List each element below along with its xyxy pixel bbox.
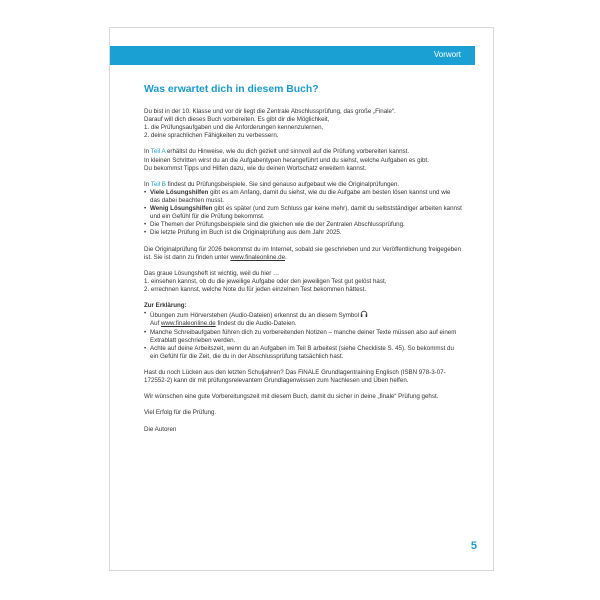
page-content [144, 108, 462, 442]
solutions-paragraph: Das graue Lösungsheft ist wichtig, weil du hier … 1. einsehen kannst, ob du die jeweilige Aufgabe oder den jeweiligen Test gut gelöst hast, 2. errechnen kannst, welche Note du für jeden einzelnen Test bekommen hättest. [144, 269, 387, 294]
wish-paragraph: Wir wünschen eine gute Vorbereitungszeit mit diesem Buch, damit du sicher in deine „finale“ Prüfung gehst. [144, 393, 439, 401]
gaps-paragraph: Hast du noch Lücken aus den letzten Schuljahren? Das FiNALE Grundlagentraining Englisch (ISBN 978-3-07-172552-2) kann dir mit prüfungsrelevantem Grundlagenwissen zum Nachlesen und Üben helfen. [144, 369, 446, 385]
section-label: Vorwort [433, 50, 461, 59]
document-page [109, 27, 494, 571]
original-exam-paragraph: Die Originalprüfung für 2026 bekommst du im Internet, sobald sie geschrieben und zur Veröffentlichung freigegeben ist. Sie ist dann zu finden unter www.finaleonline.de. [144, 245, 462, 261]
explanation-heading: Zur Erklärung: [144, 302, 187, 310]
teil-a-paragraph: In Teil A erhältst du Hinweise, wie du dich gezielt und sinnvoll auf die Prüfung vorbereiten kannst. In kleinen Schritten wirst du an die Aufgabentypen herangeführt und du siehst, welche Aufgaben es gibt. Du bekommst Tipps und Hilfen dazu, wie du deinen Wortschatz erweitern kannst. [144, 148, 429, 172]
list-item: • Wenig Lösungshilfen gibt es später (und zum Schluss gar keine mehr), damit du selbstständiger arbeiten kannst und ein Gefühl für die Prüfung bekommst. [144, 205, 462, 221]
finaleonline-audio-link[interactable]: www.finaleonline.de [161, 320, 216, 328]
list-item: • Übungen zum Hörverstehen (Audio-Dateien) erkennst du an diesem Symbol Auf www.finaleonline.de findest du die Audio-Dateien. [144, 310, 462, 328]
list-item: • Achte auf deine Arbeitszeit, wenn du an Aufgaben im Teil B arbeitest (siehe Checkliste S. 45). So bekommst du ein Gefühl für die Zeit, die du in der Abschlussprüfung tatsächlich hast. [144, 345, 462, 361]
explanation-list [144, 310, 462, 361]
teil-b-intro: In Teil B findest du Prüfungsbeispiele. Sie sind genauso aufgebaut wie die Originalprüfungen. [144, 180, 400, 188]
teil-a-label: Teil A [150, 148, 166, 156]
list-item: • Die Themen der Prüfungsbeispiele sind die gleichen wie die der Zentralen Abschlussprüfung. [144, 221, 462, 229]
list-item: • Viele Lösungshilfen gibt es am Anfang, damit du siehst, wie du die Aufgabe am besten lösen kannst und wie das dabei beachten musst. [144, 189, 462, 205]
teil-b-section [144, 181, 462, 238]
page-number: 5 [470, 540, 477, 552]
list-item: • Manche Schreibaufgaben führen dich zu vorbereitenden Notizen – manche deiner Texte müssen also auf einem Extrablatt geschrieben werden. [144, 329, 462, 345]
teil-b-label: Teil B [150, 180, 166, 188]
teil-b-list [144, 189, 462, 238]
section-header-bar [110, 46, 475, 65]
intro-paragraph: Du bist in der 10. Klasse und vor dir liegt die Zentrale Abschlussprüfung, das große „Finale“. Darauf will dich dieses Buch vorbereiten. Es gibt dir die Möglichkeit, 1. die Prüfungsaufgaben und die Anforderungen kennenzulernen, 2. deine sprachlichen Fähigkeiten zu verbessern. [144, 108, 396, 140]
page-title: Was erwartet dich in diesem Buch? [144, 84, 319, 95]
explanation-section [144, 302, 462, 361]
finaleonline-link[interactable]: www.finaleonline.de [230, 253, 286, 261]
list-item: • Die letzte Prüfung im Buch ist die Originalprüfung aus dem Jahr 2025. [144, 229, 462, 237]
authors-signature: Die Autoren [144, 425, 177, 433]
headphones-icon [360, 310, 368, 318]
closing-paragraph: Viel Erfolg für die Prüfung. [144, 409, 217, 417]
